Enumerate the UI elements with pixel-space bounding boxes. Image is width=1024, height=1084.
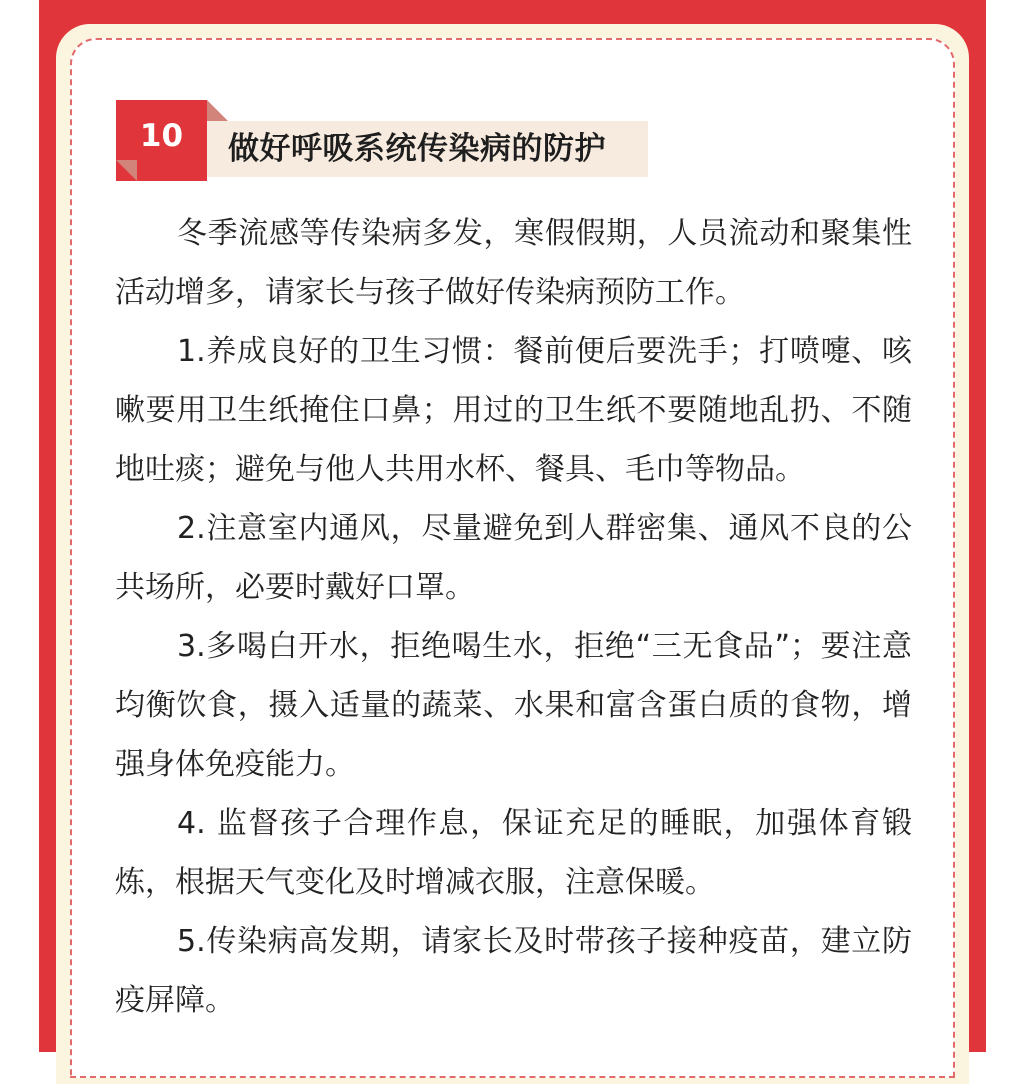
article-body [115, 204, 912, 1030]
ribbon-fold-top [207, 100, 228, 121]
tip-1-paragraph: 1.养成良好的卫生习惯：餐前便后要洗手；打喷嚏、咳嗽要用卫生纸掩住口鼻；用过的卫生纸不要随地乱扔、不随地吐痰；避免与他人共用水杯、餐具、毛巾等物品。 [115, 334, 912, 487]
section-number-badge: 10 [116, 100, 207, 181]
tip-5-paragraph: 5.传染病高发期，请家长及时带孩子接种疫苗，建立防疫屏障。 [115, 924, 912, 1018]
tip-4-paragraph: 4. 监督孩子合理作息，保证充足的睡眠，加强体育锻炼，根据天气变化及时增减衣服，注意保暖。 [115, 806, 912, 900]
ribbon-fold-bottom [116, 160, 137, 181]
tip-3-paragraph: 3.多喝白开水，拒绝喝生水，拒绝“三无食品”；要注意均衡饮食，摄入适量的蔬菜、水果和富含蛋白质的食物，增强身体免疫能力。 [115, 629, 912, 782]
section-title: 做好呼吸系统传染病的防护 [228, 131, 606, 167]
intro-paragraph: 冬季流感等传染病多发，寒假假期，人员流动和聚集性活动增多，请家长与孩子做好传染病预防工作。 [115, 216, 912, 310]
tip-2-paragraph: 2.注意室内通风，尽量避免到人群密集、通风不良的公共场所，必要时戴好口罩。 [115, 511, 912, 605]
